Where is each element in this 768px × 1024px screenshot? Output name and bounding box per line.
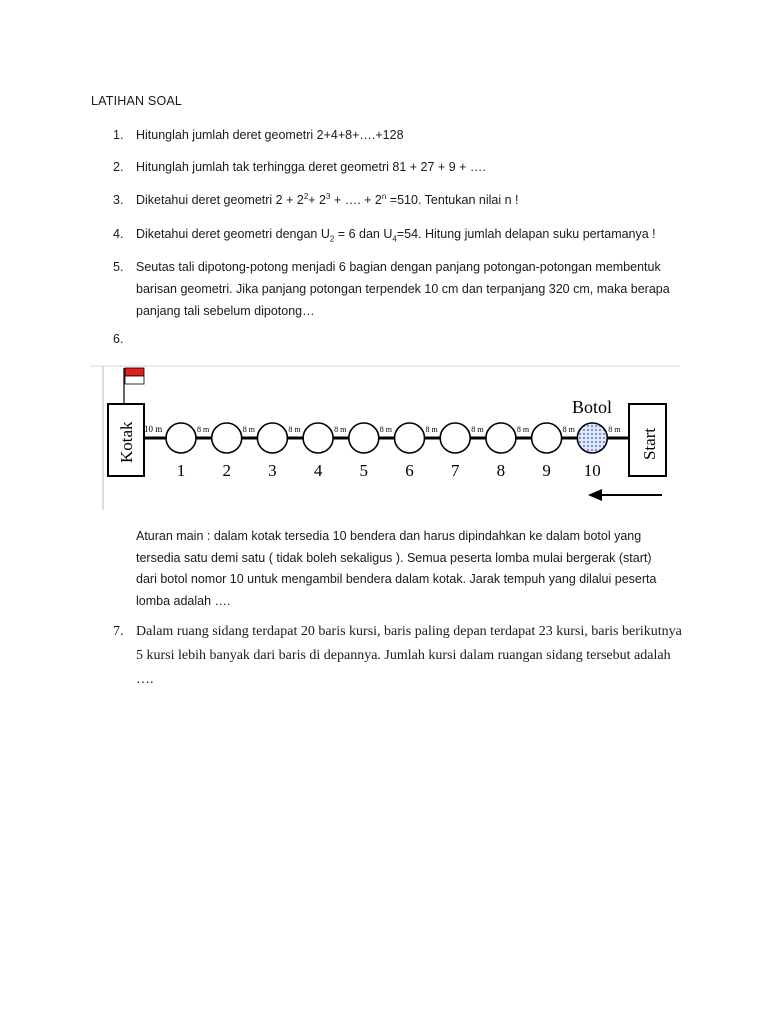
distance-label: 8 m [471, 425, 484, 434]
subscript: 4 [392, 234, 397, 244]
station-number: 5 [359, 461, 369, 480]
station-circle [166, 423, 196, 453]
exponent: n [381, 191, 387, 201]
station-circle [303, 423, 333, 453]
question-number: 6. [113, 332, 124, 346]
worksheet-heading: LATIHAN SOAL [91, 94, 183, 108]
distance-label: 8 m [379, 425, 393, 434]
botol-label: Botol [572, 397, 613, 417]
subscript: 2 [329, 234, 335, 244]
exponent: 2 [303, 191, 309, 201]
distance-label: 8 m [288, 425, 301, 434]
distance-label-first: 10 m [144, 424, 163, 434]
text-part: =510. Tentukan nilai n ! [386, 193, 519, 207]
rules-text [136, 526, 676, 612]
station-circle [257, 423, 287, 453]
distance-label: 8 m [516, 425, 530, 434]
station-circle [395, 423, 425, 453]
flag-bottom-stripe [125, 376, 144, 384]
question-number: 1. [113, 128, 124, 142]
text-part: =54. Hitung jumlah delapan suku pertamanya ! [396, 227, 656, 241]
distance-label: 8 m [334, 425, 347, 434]
text-part: Diketahui deret geometri dengan U [136, 227, 330, 241]
question-text [136, 256, 681, 322]
race-diagram [90, 364, 680, 512]
start-label: Start [640, 427, 659, 460]
station-circle [486, 423, 516, 453]
text-line: …. [136, 672, 154, 687]
station-number: 3 [268, 461, 277, 480]
question-text [136, 223, 681, 245]
station-number: 2 [222, 461, 231, 480]
text-part: = 6 dan U [334, 227, 393, 241]
kotak-label: Kotak [117, 421, 136, 463]
text-part: + …. + 2 [330, 193, 382, 207]
text-line: Dalam ruang sidang terdapat 20 baris kursi, baris paling depan terdapat 23 kursi, baris berikutnya [136, 624, 682, 639]
flag-top-stripe [125, 368, 144, 376]
distance-label: 8 m [562, 425, 575, 434]
question-text [136, 189, 681, 211]
botol-bottle [577, 423, 607, 453]
question-text: Hitunglah jumlah deret geometri 2+4+8+….+128 [136, 128, 404, 142]
distance-label: 8 m [197, 425, 210, 434]
exponent: 3 [326, 191, 331, 201]
question-number: 2. [113, 160, 124, 174]
text-line: Seutas tali dipotong-potong menjadi 6 bagian dengan panjang potongan-potongan membentuk [136, 260, 661, 274]
station-number: 1 [176, 461, 186, 480]
station-circle [212, 423, 242, 453]
text-line: panjang tali sebelum dipotong… [136, 304, 315, 318]
bottle-stations [166, 423, 621, 480]
question-number: 7. [113, 624, 124, 639]
station-circle [532, 423, 562, 453]
text-line: lomba adalah …. [136, 593, 231, 608]
question-number: 3. [113, 193, 124, 207]
station-number: 6 [405, 461, 414, 480]
question-number: 5. [113, 260, 124, 274]
distance-label: 8 m [608, 425, 621, 434]
question-number: 4. [113, 227, 124, 241]
text-line: tersedia satu demi satu ( tidak boleh sekaligus ). Semua peserta lomba mulai bergerak (start) [136, 550, 652, 565]
question-text [136, 620, 696, 692]
text-line: barisan geometri. Jika panjang potongan terpendek 10 cm dan terpanjang 320 cm, maka berapa [136, 282, 670, 296]
station-number: 7 [450, 461, 460, 480]
text-part: Diketahui deret geometri 2 + 2 [136, 193, 304, 207]
direction-arrow-head [588, 489, 602, 501]
station-number: 10 [583, 461, 601, 480]
station-number: 4 [313, 461, 323, 480]
station-circle [349, 423, 379, 453]
station-circle [440, 423, 470, 453]
text-part: + 2 [308, 193, 326, 207]
question-text: Hitunglah jumlah tak terhingga deret geometri 81 + 27 + 9 + …. [136, 160, 486, 174]
text-line: Aturan main : dalam kotak tersedia 10 bendera dan harus dipindahkan ke dalam botol yang [136, 529, 642, 543]
station-number: 9 [542, 461, 551, 480]
text-line: 5 kursi lebih banyak dari baris di depannya. Jumlah kursi dalam ruangan sidang tersebut adalah [136, 648, 671, 663]
text-line: dari botol nomor 10 untuk mengambil bendera dalam kotak. Jarak tempuh yang dilalui peserta [136, 572, 657, 586]
distance-label: 8 m [425, 425, 438, 434]
station-number: 8 [496, 461, 506, 480]
distance-label: 8 m [242, 425, 255, 434]
